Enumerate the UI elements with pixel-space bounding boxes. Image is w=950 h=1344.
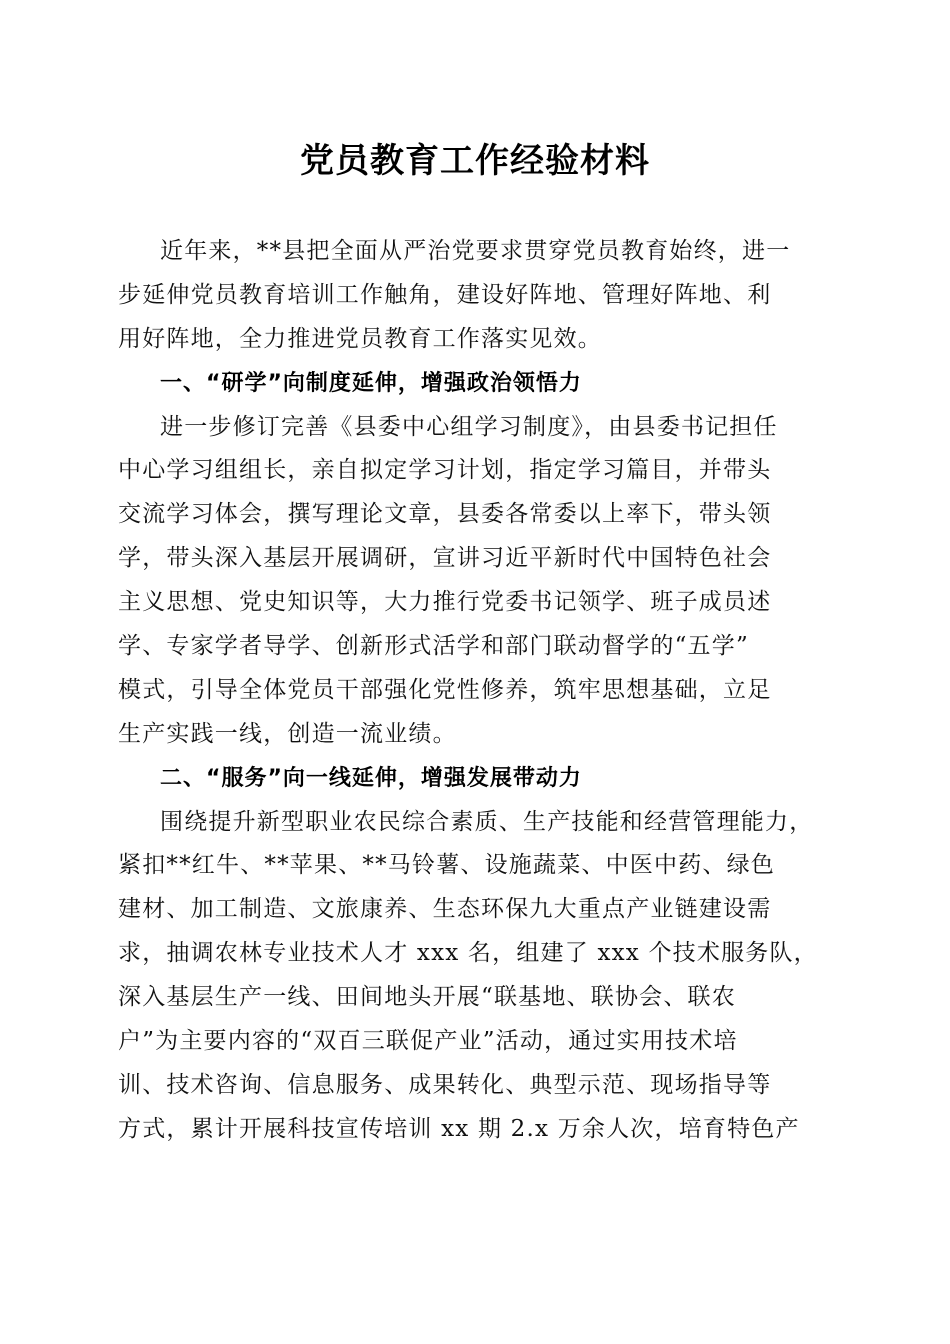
- section-heading-1: 一、“研学”向制度延伸，增强政治领悟力: [160, 370, 582, 396]
- paragraph-line: 中心学习组组长，亲自拟定学习计划，指定学习篇目，并带头: [118, 457, 772, 484]
- paragraph-line: 紧扣**红牛、**苹果、**马铃薯、设施蔬菜、中医中药、绿色: [118, 852, 775, 879]
- paragraph-line: 围绕提升新型职业农民综合素质、生产技能和经营管理能力，: [160, 808, 814, 835]
- paragraph-line: 训、技术咨询、信息服务、成果转化、典型示范、现场指导等: [118, 1071, 772, 1098]
- document-body: [118, 230, 830, 1152]
- paragraph-line: 交流学习体会，撰写理论文章，县委各常委以上率下，带头领: [118, 501, 772, 528]
- paragraph-line: 步延伸党员教育培训工作触角，建设好阵地、管理好阵地、利: [118, 281, 772, 308]
- section-heading-2: 二、“服务”向一线延伸，增强发展带动力: [160, 765, 582, 791]
- paragraph-line: 主义思想、党史知识等，大力推行党委书记领学、班子成员述: [118, 589, 772, 616]
- document-title: 党员教育工作经验材料: [300, 141, 650, 181]
- paragraph-line: 近年来，**县把全面从严治党要求贯穿党员教育始终，进一: [160, 238, 791, 264]
- paragraph-line: 求，抽调农林专业技术人才 xxx 名，组建了 xxx 个技术服务队，: [118, 940, 818, 967]
- paragraph-line: 用好阵地，全力推进党员教育工作落实见效。: [118, 325, 602, 352]
- paragraph-line: 学、专家学者导学、创新形式活学和部门联动督学的“五学”: [118, 633, 749, 660]
- paragraph-line: 深入基层生产一线、田间地头开展“联基地、联协会、联农: [118, 984, 736, 1011]
- paragraph-line: 学，带头深入基层开展调研，宣讲习近平新时代中国特色社会: [118, 545, 772, 572]
- paragraph-line: 进一步修订完善《县委中心组学习制度》，由县委书记担任: [160, 413, 778, 440]
- paragraph-line: 模式，引导全体党员干部强化党性修养，筑牢思想基础，立足: [118, 676, 772, 703]
- paragraph-line: 建材、加工制造、文旅康养、生态环保九大重点产业链建设需: [118, 896, 772, 923]
- paragraph-line: 户”为主要内容的“双百三联促产业”活动，通过实用技术培: [118, 1028, 738, 1055]
- paragraph-line: 生产实践一线，创造一流业绩。: [118, 720, 457, 747]
- paragraph-line: 方式，累计开展科技宣传培训 xx 期 2.x 万余人次，培育特色产: [118, 1115, 800, 1142]
